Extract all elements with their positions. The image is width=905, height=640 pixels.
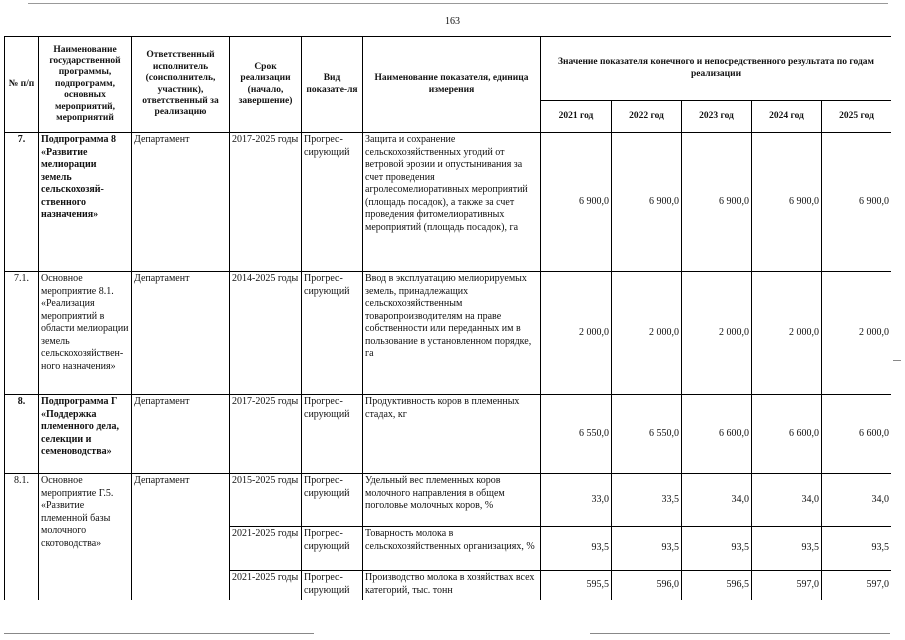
row-no: 7.1. xyxy=(5,272,39,395)
row-kind: Прогрес-сирующий xyxy=(302,272,363,395)
header-year-2024: 2024 год xyxy=(752,101,822,133)
row-value-2025: 2 000,0 xyxy=(822,272,892,395)
row-value-2025: 6 900,0 xyxy=(822,133,892,272)
row-no: 8. xyxy=(5,395,39,474)
row-value-2024: 6 600,0 xyxy=(752,395,822,474)
row-no: 7. xyxy=(5,133,39,272)
header-term: Срок реализации (начало, завершение) xyxy=(230,37,302,133)
header-year-2025: 2025 год xyxy=(822,101,892,133)
bottom-rule-left xyxy=(4,633,314,634)
row-indicator: Продуктивность коров в племенных стадах, кг xyxy=(363,395,541,474)
row-term: 2017-2025 годы xyxy=(230,395,302,474)
row-value-2023: 6 900,0 xyxy=(682,133,752,272)
row-responsible: Департамент xyxy=(132,474,230,601)
row-value-2025: 93,5 xyxy=(822,527,892,571)
row-responsible: Департамент xyxy=(132,133,230,272)
row-value-2021: 2 000,0 xyxy=(541,272,612,395)
row-indicator: Ввод в эксплуатацию мелиорируемых земель, принадлежащих сельскохозяйственным товаропроизводителям на праве собственности или переданных им в пользование в установленном порядке, га xyxy=(363,272,541,395)
row-value-2024: 597,0 xyxy=(752,571,822,601)
header-no: № п/п xyxy=(5,37,39,133)
row-term: 2017-2025 годы xyxy=(230,133,302,272)
row-kind: Прогрес-сирующий xyxy=(302,133,363,272)
table-row xyxy=(5,474,892,527)
row-value-2024: 6 900,0 xyxy=(752,133,822,272)
row-no: 8.1. xyxy=(5,474,39,601)
row-value-2022: 6 900,0 xyxy=(612,133,682,272)
row-value-2025: 597,0 xyxy=(822,571,892,601)
row-value-2025: 34,0 xyxy=(822,474,892,527)
row-value-2021: 6 550,0 xyxy=(541,395,612,474)
row-value-2025: 6 600,0 xyxy=(822,395,892,474)
header-responsible: Ответственный исполнитель (соисполнитель, участник), ответственный за реализацию xyxy=(132,37,230,133)
row-kind: Прогрес-сирующий xyxy=(302,527,363,571)
row-value-2021: 595,5 xyxy=(541,571,612,601)
header-year-2021: 2021 год xyxy=(541,101,612,133)
header-indicator: Наименование показателя, единица измерения xyxy=(363,37,541,133)
row-value-2022: 6 550,0 xyxy=(612,395,682,474)
row-indicator: Производство молока в хозяйствах всех категорий, тыс. тонн xyxy=(363,571,541,601)
row-value-2023: 6 600,0 xyxy=(682,395,752,474)
table-row xyxy=(5,272,892,395)
row-indicator: Защита и сохранение сельскохозяйственных угодий от ветровой эрозии и опустынивания за счет проведения агролесомелиоративных мероприятий (площадь посадок), а также за счет проведения фитомелиоративных мероприятий (площадь посадок), га xyxy=(363,133,541,272)
row-value-2023: 34,0 xyxy=(682,474,752,527)
row-indicator: Удельный вес племенных коров молочного направления в общем поголовье молочных коров, % xyxy=(363,474,541,527)
row-name: Основное мероприятие 8.1. «Реализация мероприятий в области мелиорации земель сельскохозяйствен-ного назначения» xyxy=(39,272,132,395)
row-kind: Прогрес-сирующий xyxy=(302,395,363,474)
page-number: 163 xyxy=(445,16,460,27)
indicators-table xyxy=(4,36,891,600)
header-year-2023: 2023 год xyxy=(682,101,752,133)
top-rule xyxy=(28,3,888,4)
row-responsible: Департамент xyxy=(132,395,230,474)
row-term: 2021-2025 годы xyxy=(230,527,302,571)
scan-edge-mark xyxy=(893,360,901,361)
row-value-2023: 93,5 xyxy=(682,527,752,571)
row-value-2021: 33,0 xyxy=(541,474,612,527)
row-term: 2015-2025 годы xyxy=(230,474,302,527)
row-name: Основное мероприятие Г.5. «Развитие племенной базы молочного скотоводства» xyxy=(39,474,132,601)
row-value-2022: 596,0 xyxy=(612,571,682,601)
row-value-2023: 2 000,0 xyxy=(682,272,752,395)
bottom-rule-right xyxy=(590,633,890,634)
row-name: Подпрограмма 8 «Развитие мелиорации земель сельскохозяй-ственного назначения» xyxy=(39,133,132,272)
row-value-2022: 93,5 xyxy=(612,527,682,571)
row-value-2024: 93,5 xyxy=(752,527,822,571)
header-values-group: Значение показателя конечного и непосредственного результата по годам реализации xyxy=(541,37,892,101)
table-row xyxy=(5,133,892,272)
row-value-2023: 596,5 xyxy=(682,571,752,601)
row-value-2022: 2 000,0 xyxy=(612,272,682,395)
row-responsible: Департамент xyxy=(132,272,230,395)
row-value-2021: 93,5 xyxy=(541,527,612,571)
row-term: 2021-2025 годы xyxy=(230,571,302,601)
row-kind: Прогрес-сирующий xyxy=(302,474,363,527)
row-value-2021: 6 900,0 xyxy=(541,133,612,272)
header-name: Наименование государственной программы, подпрограмм, основных мероприятий, мероприятий xyxy=(39,37,132,133)
row-indicator: Товарность молока в сельскохозяйственных организациях, % xyxy=(363,527,541,571)
row-name: Подпрограмма Г «Поддержка племенного дела, селекции и семеноводства» xyxy=(39,395,132,474)
row-value-2024: 2 000,0 xyxy=(752,272,822,395)
row-value-2024: 34,0 xyxy=(752,474,822,527)
row-value-2022: 33,5 xyxy=(612,474,682,527)
header-year-2022: 2022 год xyxy=(612,101,682,133)
row-kind: Прогрес-сирующий xyxy=(302,571,363,601)
header-kind: Вид показате-ля xyxy=(302,37,363,133)
table-row xyxy=(5,395,892,474)
row-term: 2014-2025 годы xyxy=(230,272,302,395)
table-container xyxy=(4,36,891,600)
